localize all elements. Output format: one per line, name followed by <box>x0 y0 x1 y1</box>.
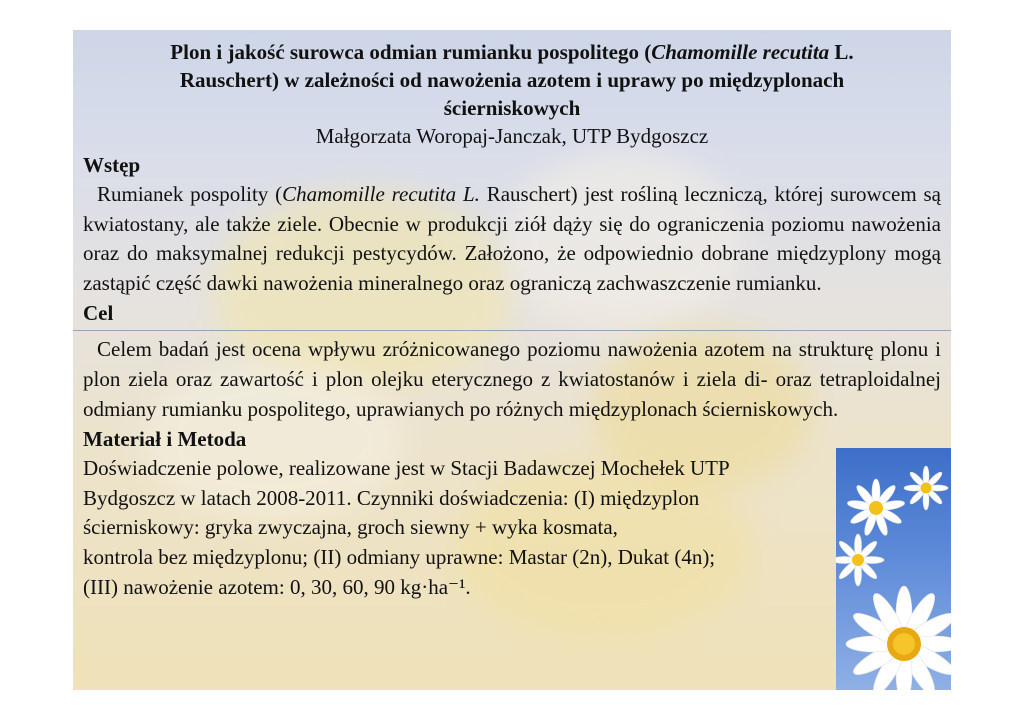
title-text: Rauschert) w zależności od nawożenia azotem i uprawy po międzyplonach <box>179 68 845 92</box>
chamomile-photo <box>836 448 951 690</box>
poster-slide <box>73 30 951 690</box>
section-heading-goal: Cel <box>83 301 114 326</box>
intro-species: Chamomille recutita L. <box>282 182 480 206</box>
method-line: ścierniskowy: gryka zwyczajna, groch siewny + wyka kosmata, <box>83 515 618 540</box>
section-heading-method: Materiał i Metoda <box>83 427 247 452</box>
title-species: Chamomille recutita <box>651 40 830 64</box>
slide-content <box>83 38 941 602</box>
title-text: Plon i jakość surowca odmian rumianku pospolitego ( <box>170 40 652 64</box>
goal-paragraph: Celem badań jest ocena wpływu zróżnicowanego poziomu nawożenia azotem na strukturę plonu i plon ziela oraz zawartość i plon olejku eterycznego z kwiatostanów i ziela di- oraz tetraploidalnej odmiany rumianku pospolitego, uprawianych po różnych międzyplonach ścierniskowych. <box>83 337 941 421</box>
method-line: Bydgoszcz w latach 2008-2011. Czynniki doświadczenia: (I) międzyplon <box>83 485 700 510</box>
chamomile-flowers-icon <box>836 448 951 690</box>
author-line: Małgorzata Woropaj-Janczak, UTP Bydgoszcz <box>315 124 709 148</box>
method-line: (III) nawożenie azotem: 0, 30, 60, 90 kg·ha⁻¹. <box>83 574 471 599</box>
title-text: L. <box>829 40 854 64</box>
intro-text: Rauschert) jest rośliną leczniczą, której surowcem są kwiatostany, ale także ziele. Obecnie w produkcji ziół dąży się do ograniczenia poziomu nawożenia oraz do maksymalnej redukcji pestycydów. Założono, że odpowiednio dobrane międzyplony mogą zastąpić część dawki nawożenia mineralnego oraz ograniczą zachwaszczenie rumianku. <box>83 182 941 295</box>
divider <box>73 330 951 331</box>
title-text: ścierniskowych <box>443 96 581 120</box>
method-line: kontrola bez międzyplonu; (II) odmiany uprawne: Mastar (2n), Dukat (4n); <box>83 544 716 569</box>
intro-paragraph <box>83 180 941 298</box>
page-title <box>83 38 941 122</box>
intro-text: Rumianek pospolity ( <box>97 182 283 206</box>
section-heading-intro: Wstęp <box>83 153 141 177</box>
method-line: Doświadczenie polowe, realizowane jest w Stacji Badawczej Mochełek UTP <box>83 456 730 481</box>
